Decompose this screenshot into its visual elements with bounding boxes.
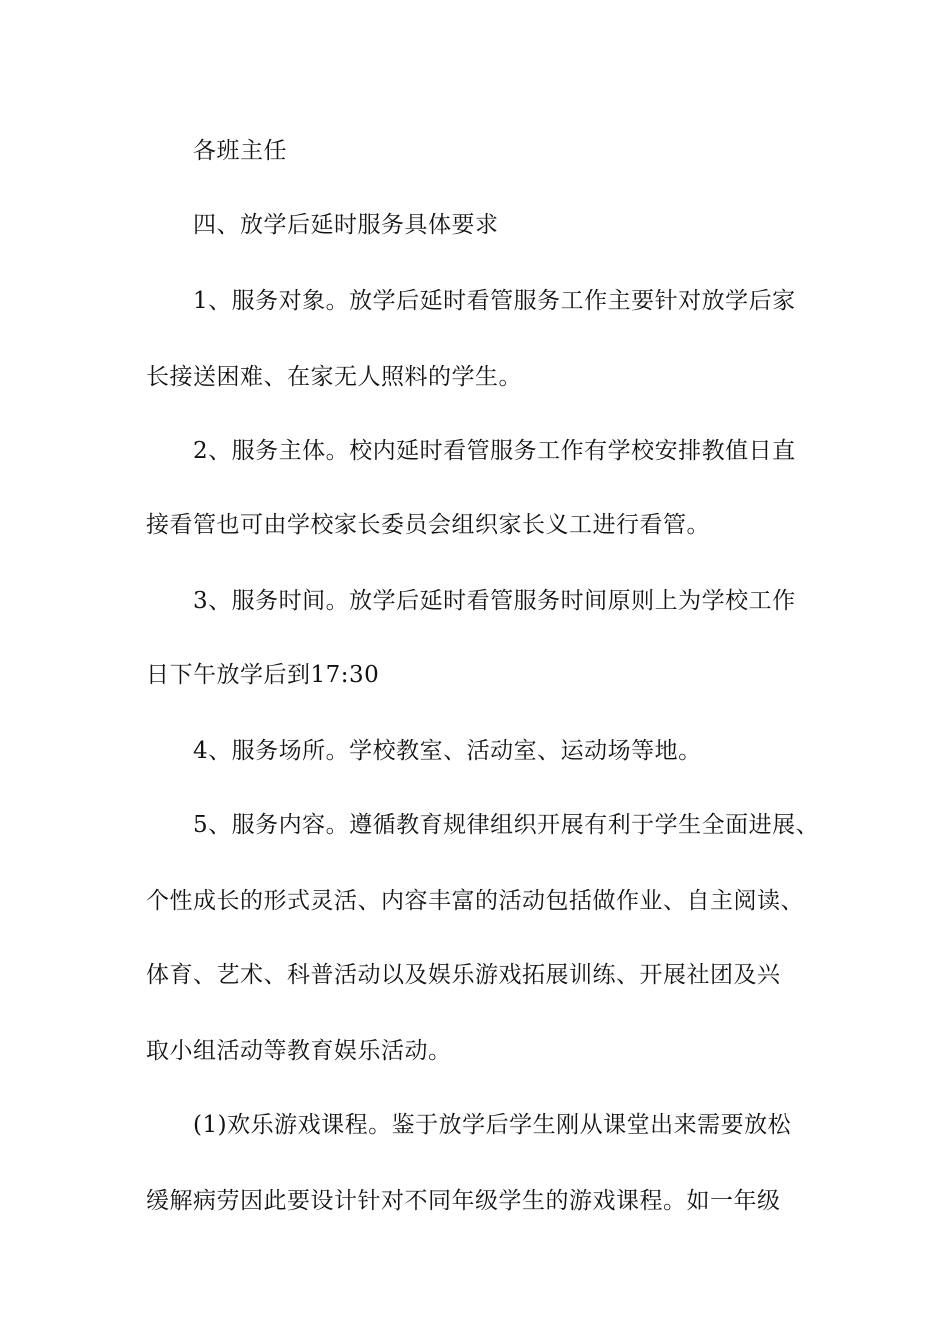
paragraph-2-line-1: 2、服务主体。校内延时看管服务工作有学校安排教值日直 — [193, 438, 796, 464]
text-line-heading-recipient: 各班主任 — [193, 138, 287, 164]
paragraph-2-line-2: 接看管也可由学校家长委员会组织家长义工进行看管。 — [146, 512, 710, 538]
section-heading: 四、放学后延时服务具体要求 — [193, 212, 499, 238]
paragraph-6-line-2: 缓解病劳因此要设计针对不同年级学生的游戏课程。如一年级 — [146, 1188, 781, 1214]
paragraph-5-line-3: 体育、艺术、科普活动以及娱乐游戏拓展训练、开展社团及兴 — [146, 962, 781, 988]
paragraph-5-line-4: 取小组活动等教育娱乐活动。 — [146, 1038, 452, 1064]
paragraph-4-line-1: 4、服务场所。学校教室、活动室、运动场等地。 — [193, 738, 702, 764]
paragraph-5-line-1: 5、服务内容。遵循教育规律组织开展有利于学生全面进展、 — [193, 812, 820, 838]
paragraph-6-line-1: (1)欢乐游戏课程。鉴于放学后学生刚从课堂出来需要放松 — [193, 1112, 792, 1138]
paragraph-1-line-2: 长接送困难、在家无人照料的学生。 — [146, 364, 522, 390]
paragraph-1-line-1: 1、服务对象。放学后延时看管服务工作主要针对放学后家 — [193, 288, 796, 314]
paragraph-3-line-1: 3、服务时间。放学后延时看管服务时间原则上为学校工作 — [193, 588, 796, 614]
paragraph-3-line-2: 日下午放学后到17:30 — [146, 662, 380, 688]
paragraph-5-line-2: 个性成长的形式灵活、内容丰富的活动包括做作业、自主阅读、 — [146, 888, 804, 914]
